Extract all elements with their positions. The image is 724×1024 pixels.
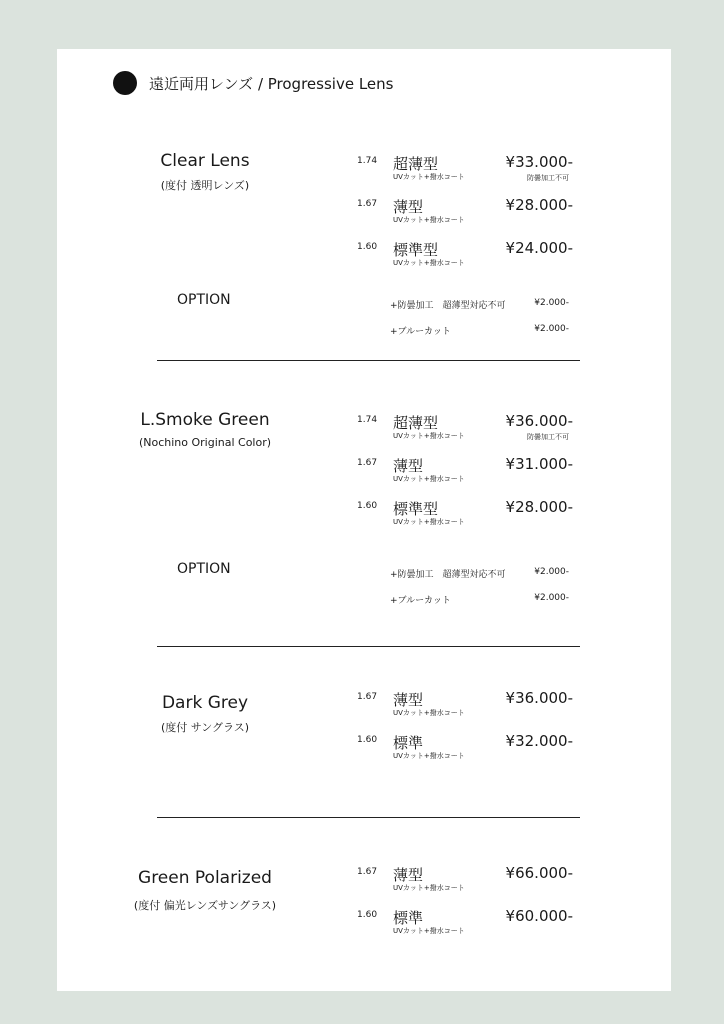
refractive-index: 1.67 [357, 458, 378, 468]
lens-row [57, 498, 671, 538]
lens-type: 標準型 [393, 241, 439, 259]
lens-type: 薄型 [393, 866, 424, 884]
coating-note: UVカット+撥水コート [393, 752, 465, 760]
option-row [57, 324, 671, 340]
coating-note: UVカット+撥水コート [393, 173, 465, 181]
restriction-note: 防曇加工不可 [527, 433, 569, 441]
lens-type: 標準 [393, 909, 424, 927]
option-price: ¥2.000- [534, 298, 569, 308]
lens-subtitle: (度付 透明レンズ) [160, 179, 250, 192]
lens-row [57, 864, 671, 904]
lens-type: 薄型 [393, 457, 424, 475]
lens-name: Clear Lens [160, 151, 250, 171]
option-price: ¥2.000- [534, 324, 569, 334]
refractive-index: 1.60 [357, 735, 378, 745]
lens-type: 標準型 [393, 500, 439, 518]
section-divider [157, 646, 580, 647]
refractive-index: 1.67 [357, 199, 378, 209]
price: ¥36.000- [505, 689, 573, 707]
restriction-note: 防曇加工不可 [527, 174, 569, 182]
lens-row [57, 455, 671, 495]
lens-subtitle: (度付 偏光レンズサングラス) [133, 899, 277, 912]
lens-type: 超薄型 [393, 155, 439, 173]
coating-note: UVカット+撥水コート [393, 259, 465, 267]
section-divider [157, 360, 580, 361]
lens-row [57, 412, 671, 452]
page-title: 遠近両用レンズ / Progressive Lens [149, 74, 394, 93]
lens-name: L.Smoke Green [140, 410, 270, 430]
page-header [113, 71, 393, 95]
price: ¥31.000- [505, 455, 573, 473]
option-row [57, 593, 671, 609]
price: ¥32.000- [505, 732, 573, 750]
lens-row [57, 239, 671, 279]
price: ¥60.000- [505, 907, 573, 925]
refractive-index: 1.74 [357, 415, 378, 425]
option-price: ¥2.000- [534, 593, 569, 603]
lens-name: Green Polarized [138, 868, 272, 888]
price-sheet [57, 49, 671, 991]
coating-note: UVカット+撥水コート [393, 432, 465, 440]
price: ¥36.000- [505, 412, 573, 430]
lens-type: 薄型 [393, 198, 424, 216]
lens-row [57, 732, 671, 772]
lens-row [57, 153, 671, 193]
option-text: +ブルーカット [390, 327, 451, 337]
lens-row [57, 689, 671, 729]
coating-note: UVカット+撥水コート [393, 475, 465, 483]
option-label: OPTION [177, 561, 231, 577]
price: ¥28.000- [505, 196, 573, 214]
refractive-index: 1.60 [357, 910, 378, 920]
price: ¥33.000- [505, 153, 573, 171]
option-row [57, 567, 671, 583]
price: ¥66.000- [505, 864, 573, 882]
lens-type: 超薄型 [393, 414, 439, 432]
lens-row [57, 196, 671, 236]
bullet-dot-icon [113, 71, 137, 95]
coating-note: UVカット+撥水コート [393, 884, 465, 892]
option-price: ¥2.000- [534, 567, 569, 577]
option-row [57, 298, 671, 314]
coating-note: UVカット+撥水コート [393, 216, 465, 224]
lens-type: 薄型 [393, 691, 424, 709]
section-divider [157, 817, 580, 818]
coating-note: UVカット+撥水コート [393, 927, 465, 935]
refractive-index: 1.74 [357, 156, 378, 166]
lens-subtitle: (Nochino Original Color) [138, 436, 272, 449]
price: ¥24.000- [505, 239, 573, 257]
coating-note: UVカット+撥水コート [393, 518, 465, 526]
lens-row [57, 907, 671, 947]
refractive-index: 1.60 [357, 242, 378, 252]
refractive-index: 1.67 [357, 867, 378, 877]
option-text: +防曇加工 超薄型対応不可 [390, 570, 506, 580]
lens-subtitle: (度付 サングラス) [161, 721, 249, 734]
option-text: +ブルーカット [390, 596, 451, 606]
coating-note: UVカット+撥水コート [393, 709, 465, 717]
option-text: +防曇加工 超薄型対応不可 [390, 301, 506, 311]
refractive-index: 1.60 [357, 501, 378, 511]
refractive-index: 1.67 [357, 692, 378, 702]
price: ¥28.000- [505, 498, 573, 516]
option-label: OPTION [177, 292, 231, 308]
lens-name: Dark Grey [161, 693, 249, 713]
lens-type: 標準 [393, 734, 424, 752]
